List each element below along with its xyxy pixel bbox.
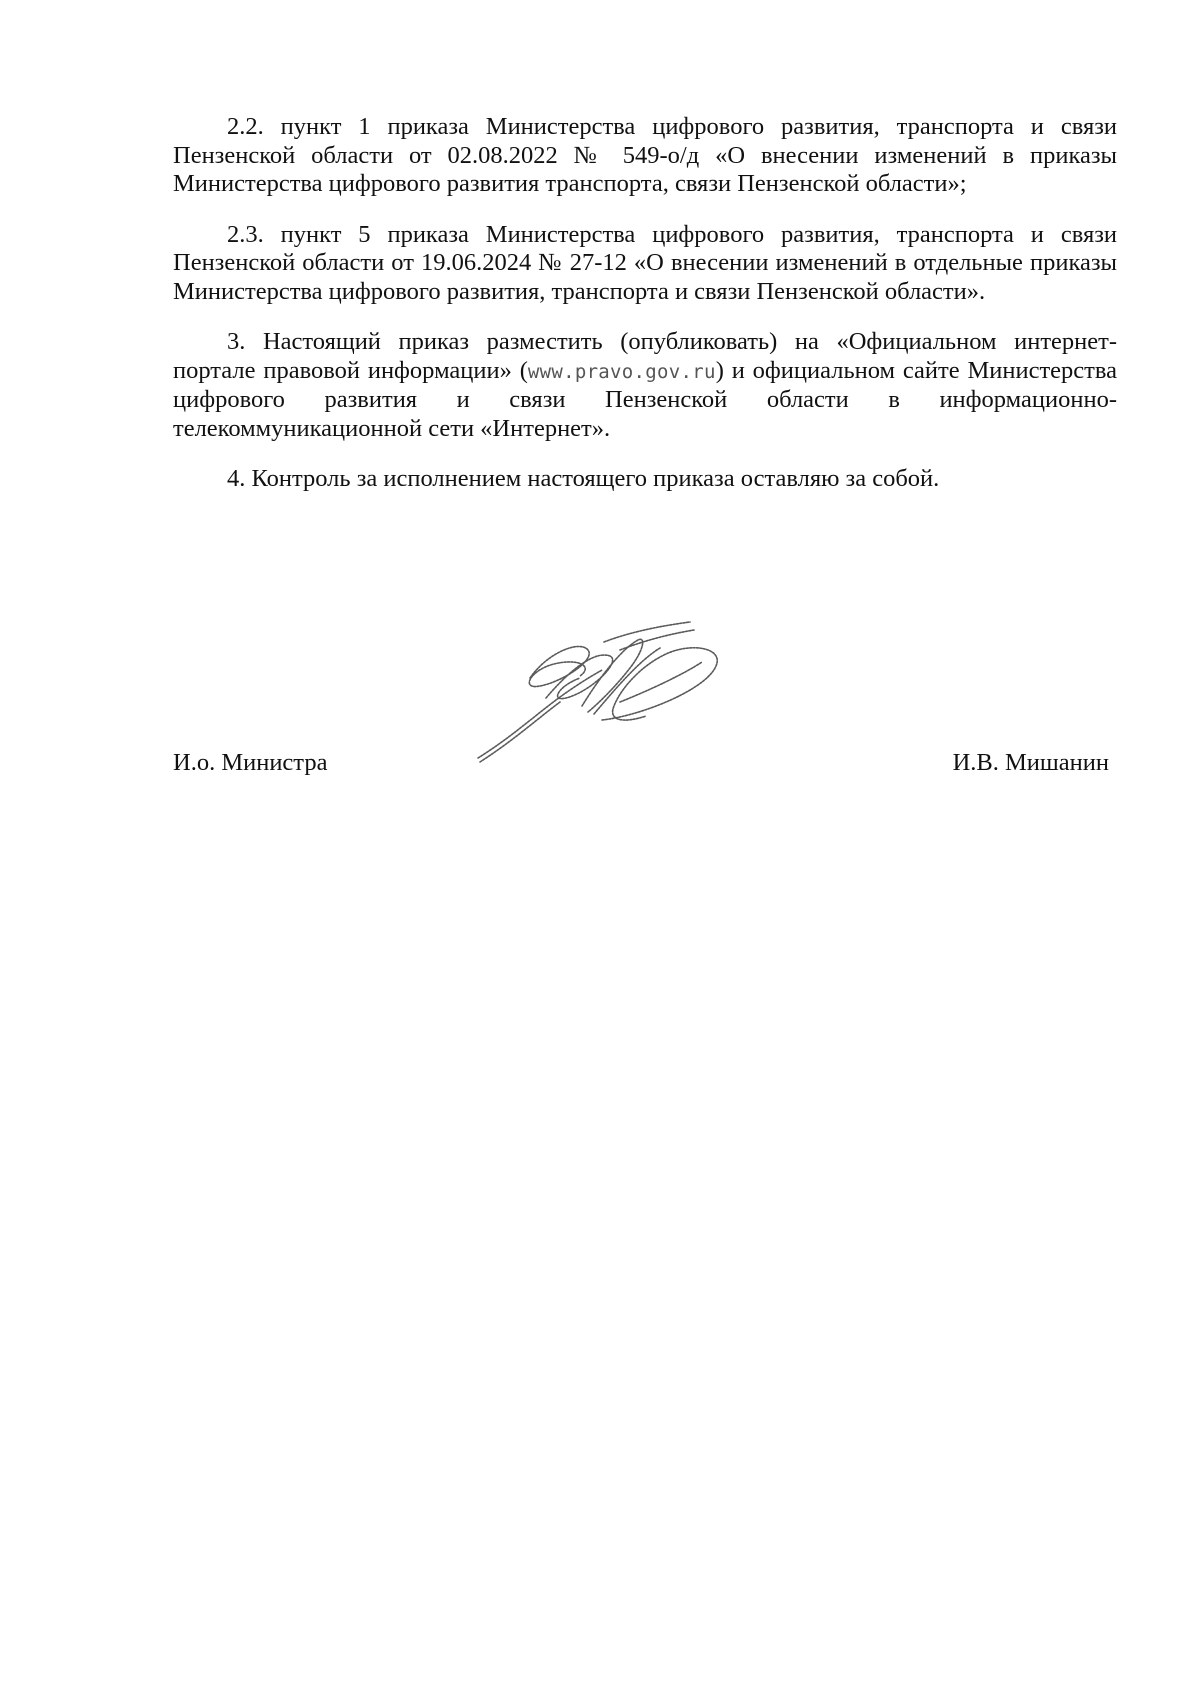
paragraph-item-4: 4. Контроль за исполнением настоящего приказа оставляю за собой. xyxy=(227,465,940,492)
paragraph-item-3 xyxy=(173,328,1117,443)
signatory-name: И.В. Мишанин xyxy=(952,749,1109,776)
signatory-position: И.о. Министра xyxy=(173,749,328,776)
handwritten-signature xyxy=(470,620,730,770)
paragraph-item-3-text-before: 3. Настоящий приказ разместить (опубликовать) на «Официальном интернет-портале правовой информации» ( xyxy=(173,328,1117,384)
paragraph-item-2-2: 2.2. пункт 1 приказа Министерства цифрового развития, транспорта и связи Пензенской области от 02.08.2022 № 549-о/д «О внесении изменений в приказы Министерства цифрового развития транспорта, связи Пензенской области»; xyxy=(173,113,1117,197)
paragraph-item-2-3: 2.3. пункт 5 приказа Министерства цифрового развития, транспорта и связи Пензенской области от 19.06.2024 № 27-12 «О внесении изменений в отдельные приказы Министерства цифрового развития, транспорта и связи Пензенской области». xyxy=(173,220,1117,305)
paragraph-item-3-text-after: ) и официальном сайте Министерства цифрового развития и связи Пензенской области в информационно-телекоммуникационной сети «Интернет». xyxy=(173,356,1117,442)
document-body xyxy=(173,113,1117,516)
portal-url: www.pravo.gov.ru xyxy=(527,360,716,383)
